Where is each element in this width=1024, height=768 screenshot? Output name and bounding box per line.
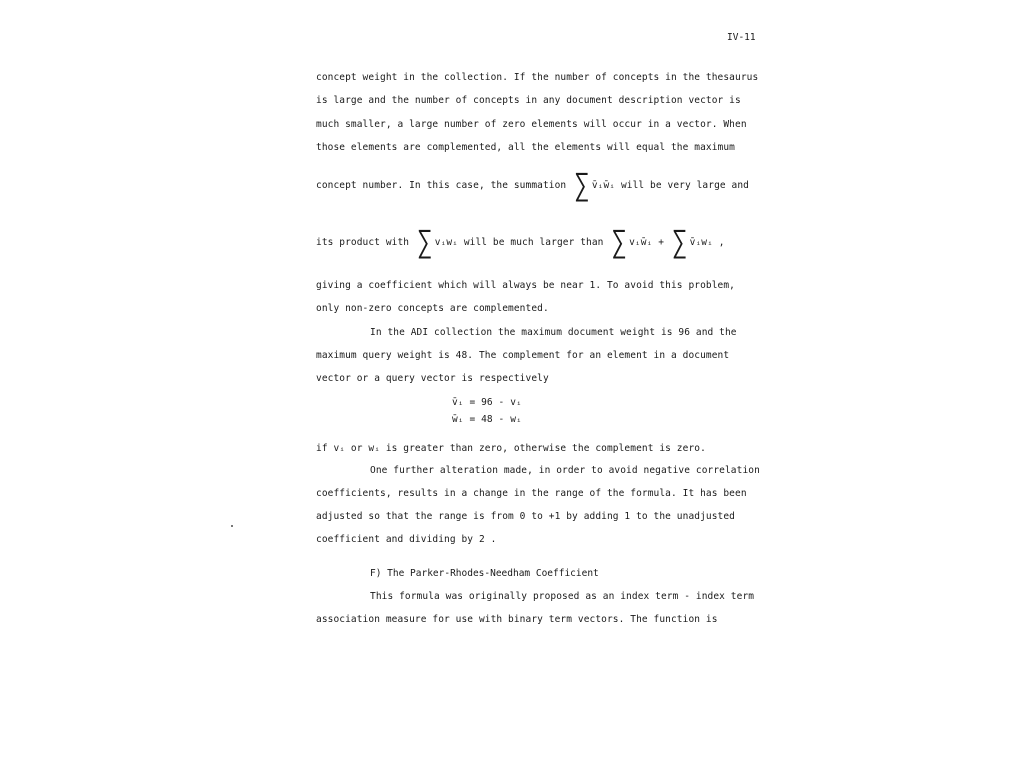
text-fragment: its product with bbox=[316, 237, 410, 248]
paragraph-line: giving a coefficient which will always be near 1. To avoid this problem, bbox=[316, 280, 736, 291]
paragraph-line: those elements are complemented, all the elements will equal the maximum bbox=[316, 142, 736, 153]
plus-sign: + bbox=[658, 237, 665, 248]
text-fragment: will be much larger than bbox=[463, 237, 604, 248]
page-number: IV-11 bbox=[727, 32, 756, 43]
paragraph-line: coefficients, results in a change in the range of the formula. It has been bbox=[316, 488, 747, 499]
paragraph-line: maximum query weight is 48. The complement for an element in a document bbox=[316, 350, 730, 361]
equation-document-complement: v̄ᵢ = 96 - vᵢ bbox=[452, 397, 522, 408]
punctuation: , bbox=[718, 237, 725, 248]
paragraph-line: concept weight in the collection. If the number of concepts in the thesaurus bbox=[316, 72, 759, 83]
summation-term: v̄ᵢwᵢ bbox=[689, 237, 713, 248]
paragraph-line: coefficient and dividing by 2 . bbox=[316, 534, 497, 545]
paragraph-line: In the ADI collection the maximum document weight is 96 and the bbox=[370, 327, 737, 338]
summation-sign: ∑ bbox=[611, 225, 628, 260]
paragraph-line: much smaller, a large number of zero elements will occur in a vector. When bbox=[316, 119, 747, 130]
summation-sign: ∑ bbox=[671, 225, 688, 260]
paragraph-line-with-summation bbox=[316, 168, 749, 203]
paragraph-line: association measure for use with binary term vectors. The function is bbox=[316, 614, 718, 625]
text-fragment: will be very large and bbox=[620, 180, 749, 191]
equation-query-complement: w̄ᵢ = 48 - wᵢ bbox=[452, 414, 522, 425]
section-heading: F) The Parker-Rhodes-Needham Coefficient bbox=[370, 568, 599, 579]
scan-speck bbox=[231, 525, 233, 527]
text-fragment: concept number. In this case, the summation bbox=[316, 180, 567, 191]
summation-term: vᵢw̄ᵢ bbox=[629, 237, 653, 248]
summation-term: v̄ᵢw̄ᵢ bbox=[591, 180, 616, 191]
summation-term: vᵢwᵢ bbox=[434, 237, 458, 248]
paragraph-line: adjusted so that the range is from 0 to +1 by adding 1 to the unadjusted bbox=[316, 511, 736, 522]
paragraph-line: This formula was originally proposed as an index term - index term bbox=[370, 591, 755, 602]
summation-sign: ∑ bbox=[416, 225, 433, 260]
paragraph-line: One further alteration made, in order to avoid negative correlation bbox=[370, 465, 760, 476]
paragraph-line: if vᵢ or wᵢ is greater than zero, otherwise the complement is zero. bbox=[316, 443, 706, 454]
summation-sign: ∑ bbox=[574, 168, 590, 203]
paragraph-line: vector or a query vector is respectively bbox=[316, 373, 549, 384]
paragraph-line-with-summations bbox=[316, 225, 725, 260]
paragraph-line: only non-zero concepts are complemented. bbox=[316, 303, 549, 314]
paragraph-line: is large and the number of concepts in any document description vector is bbox=[316, 95, 741, 106]
